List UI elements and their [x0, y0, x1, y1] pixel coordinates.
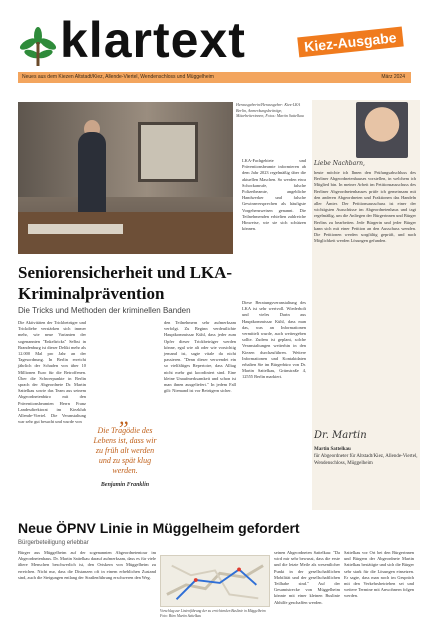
article1-col3: LKA-Fachgebiete und Präventionsbeamte informieren ab dem Jahr 2023 regelmäßig über die aktuellen Maschen. So werden etwa Schockanrufe, falsche Polizeibeamte, angebliche Handwerker und falsche Gewinnversprechen als häufigste Vorgehensweisen genannt. Die Teilnehmenden erhielten zahlreiche Hinweise, wie sie sich schützen können.: [242, 158, 306, 232]
article1-headline: Seniorensicherheit und LKA-Kriminalprävention: [18, 263, 233, 303]
author-name: Martin Sattelkau: [314, 447, 351, 452]
masthead-subtitle: Neues aus dem Kiezen Altstadt/Kiez, Allende-Viertel, Wendenschloss und Müggelheim: [22, 74, 214, 80]
route-map: [160, 555, 270, 607]
pull-quote-author: Benjamin Franklin: [100, 482, 150, 488]
logo-wordmark: klartext: [60, 12, 246, 68]
masthead-bar: [18, 72, 411, 83]
article2-headline: Neue ÖPNV Linie in Müggelheim gefordert: [18, 520, 300, 536]
article2-col2: seinen Abgeordneten Sattelkau: "Da wird mir sehr bewusst, dass die erste und die letzte Meile als wesentlicher Punkt in der gesellschaftlichen Mobilität und der gesellschaftlichen Teilhabe sind." Auf der Gesamtstrecke von Müggelheim könnte mit einer kleinen Buslinie Abhilfe geschaffen werden.: [274, 550, 340, 605]
article1-subhead: Die Tricks und Methoden der kriminellen Banden: [18, 306, 191, 315]
quote-mark-icon: „: [118, 404, 132, 429]
sidebar-footer: [314, 446, 431, 467]
sidebar-greeting: Liebe Nachbarn,: [314, 160, 365, 167]
article2-col3: Sattelkau vor Ort bei den Bürgerinnen und Bürgern der Abgeordnete Martin Sattelkau bestätigte und sich die Bürger sehr stark für die Lösungen einsetzen. Er sagte, dass man noch im Gespräch mit den Verkehrsbetrieben sei und weitere Termine mit Anwohnern folgen werden.: [344, 550, 414, 599]
event-photo: [18, 102, 233, 254]
article1-col1: Die Aktivitäten der Trickbetrüger und Trickdiebe verstärken sich immer mehr, wie neue Varianten der sogenannten "Enkeltricks" Selbst in Brandenburg ist dieser Delikt mehr als 12.000 Mal pro Jahr an der Tagesordnung. In Berlin erreicht jährlich der Schaden von über 10 Millionen Euro für die Betroffenen. Über die Schwerpunkte in Berlin sprach der Abgeordnete Dr. Martin Sattelkau sowie das Team aus seinem Abgeordnetenbüro mit den Präventionsbeamten Herrn Franz Landesdirektorat im Kiezklub Allende-Viertel. Die Veranstaltung war sehr gut besucht und wurde von: [18, 320, 86, 425]
article2-subhead: Bürgerbeteiligung erlebbar: [18, 540, 89, 546]
author-portrait: [356, 102, 408, 158]
route-map-graphic: [161, 556, 269, 606]
article2-col1: Bürger aus Müggelheim auf der sogenannten Abgeordnetentour im Abgeordnetenhaus. Dr. Martin Sattelkau darauf aufmerksam, dass es für viele ältere Menschen beschwerlich ist, den Ortskern von Müggelheim zu erreichen. Nicht nur, dass die Distanzen oft in einem erheblichen Zustand sind, auch die Steigungen entlang der Straßenführung erschweren den Weg.: [18, 550, 156, 580]
speaker-figure: [78, 132, 106, 222]
map-caption: Vorschlag zur Linienführung der zu errichtenden Buslinie in Müggelheim Foto: Büro Martin Sattelkau: [160, 609, 266, 618]
masthead: [0, 0, 431, 96]
sidebar-text: heute möchte ich Ihnen den Prüfungsabschluss des Berliner Abgeordnetenhauses vorstellen, in welchem ich Mitglied bin. In meiner Arbeit im Petitionsausschuss des Berliner Abgeordnetenhauses prüfe ich gemeinsam mit den anderen Abgeordneten und Fraktionen das Handeln aller Ämter. Der Petitionsausschuss ist einer der wichtigsten Ausschüsse im Abgeordnetenhaus und tagt regelmäßig, um die Anliegen der Bürgerinnen und Bürger Berlins zu bearbeiten. Jede Bürgerin und jeder Bürger kann sich mit einer Petition an den Ausschuss wenden. Die Petitionen werden sorgfältig geprüft, und nach Möglichkeit werden Lösungen gefunden.: [314, 170, 416, 244]
issue-date: März 2024: [381, 74, 405, 80]
article1-col2: den Teilnehmern sehr aufmerksam verfolgt. Zu Beginn verdeutlichte Hauptkommissar Kühl, dass jeder zum Opfer dieser Trickbetrüger werden könne, egal wie alt oder wie vorsichtig jemand ist, sagte vitale da nicht passieren. "Denn dieser verwendet ein so vielfältiges Repertoire, dass Alltag nicht mehr gut koordiniert sind. Eine kleine Unaufmerksamkeit und schon ist man ihnen ausgeliefert." In jedem Fall gilt: Niemand ist vor Betrügern sicher.: [164, 320, 236, 394]
signature: Dr. Martin: [314, 430, 367, 441]
pull-quote: [90, 404, 160, 490]
author-role: für Abgeordneter für Altstadt/Kiez, Allende-Viertel, Wendenschloss, Müggelheim: [314, 454, 418, 466]
leaf-logo-icon: [14, 22, 62, 70]
pull-quote-text: Die Tragödie des Lebens ist, dass wir zu früh alt werden und zu spät klug werden.: [93, 426, 157, 475]
article1-col4: Diese Beratungsveranstaltung des LKA ist sehr wertvoll. Wiederholt und vieles Darin aus Hauptkommissar Kühl, dass man das, was an Informationen vermittelt wurde, auch weitergeben sollte. Zudem ist geplant, solche Veranstaltungen weiterhin in den Kiezen durchzuführen. Weitere Informationen und Kontaktdaten erhalten Sie im Bürgerbüro von Dr. Martin Sattelkau, Grünstraße 4, 12555 Berlin markiert.: [242, 300, 306, 380]
imprint-caption: Herausgeberin/Herausgeber: Kiez-LKA Berlin, Anmerkungsbeiträge, Mitarbeiterinnen, Fotos: Martin Sattelkau: [236, 102, 304, 118]
edition-badge: Kiez-Ausgabe: [297, 27, 403, 58]
